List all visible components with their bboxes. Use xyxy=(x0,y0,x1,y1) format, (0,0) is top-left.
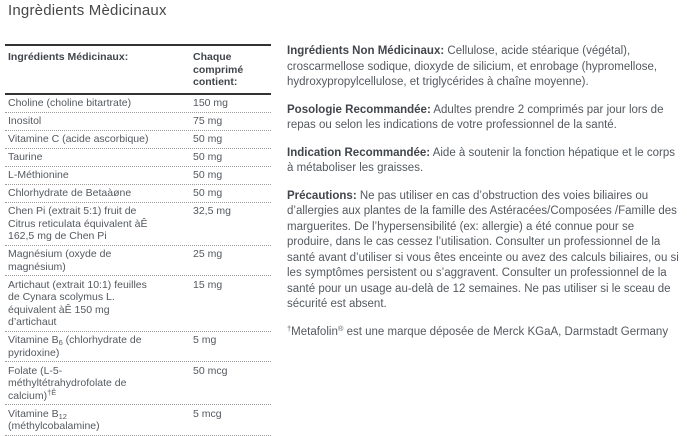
info-paragraph: †Metafolin® est une marque déposée de Merck KGaA, Darmstadt Germany xyxy=(287,323,669,338)
ingredient-name: L-Méthionine xyxy=(8,169,69,181)
ingredient-amount: 75 mg xyxy=(193,115,223,127)
column-header-per-tablet: Chaque comprimé contient: xyxy=(193,51,244,88)
ingredient-row xyxy=(5,203,271,246)
ingredient-name: Chen Pi (extrait 5:1) fruit de Citrus reticulata équivalent àÊ 162,5 mg de Chen Pi xyxy=(8,205,148,242)
ingredient-row xyxy=(5,185,271,203)
product-info-column xyxy=(287,44,681,352)
ingredient-amount: 50 mg xyxy=(193,151,223,163)
ingredient-name: Taurine xyxy=(8,151,43,163)
ingredient-amount: 50 mg xyxy=(193,169,223,181)
info-paragraph: Précautions: Ne pas utiliser en cas d’obstruction des voies biliaires ou d’allergies aux plantes de la famille des Astéracées/Composées /Famille des marguerites. De l’hypersensibilité (ex: allergie) a été connue pour se produire, dans le cas cessez l’utilisation. Consulter un professionnel de la santé avant d’utiliser si vous êtes enceinte ou avez des calculs biliaires, ou si les symptômes persistent ou s’aggravent. Consulter un professionnel de la santé pour un usage au-delà de 12 semaines. Ne pas utiliser si le sceau de sécurité est absent. xyxy=(287,189,679,310)
column-header-ingredients: Ingrédients Médicinaux: xyxy=(8,51,129,63)
info-paragraph: Posologie Recommandée: Adultes prendre 2 comprimés par jour lors de repas ou selon les indications de votre professionnel de la santé. xyxy=(287,103,664,131)
ingredient-amount: 50 mg xyxy=(193,187,223,199)
ingredient-row xyxy=(5,246,271,277)
ingredient-row xyxy=(5,332,271,363)
ingredient-row xyxy=(5,405,271,436)
ingredient-amount: 50 mcg xyxy=(193,364,228,377)
ingredient-name: Folate (L-5- méthyltétrahydrofolate de calcium)$^{\dagger Ê}$ xyxy=(8,364,127,402)
ingredient-amount: 50 mg xyxy=(193,133,223,145)
ingredient-amount: 5 mg xyxy=(193,334,217,346)
ingredient-row xyxy=(5,95,271,113)
ingredient-name: Chlorhydrate de Betaàøne xyxy=(8,187,132,199)
ingredient-name: Inositol xyxy=(8,115,42,127)
info-paragraph: Indication Recommandée: Aide à soutenir la fonction hépatique et le corps à métaboliser les graisses. xyxy=(287,146,675,174)
ingredient-amount: 5 mcg xyxy=(193,407,222,420)
ingredient-name: Choline (choline bitartrate) xyxy=(8,97,132,109)
info-paragraph: Ingrédients Non Médicinaux: Cellulose, acide stéarique (végétal), croscarmellose sodique, dioxyde de silicium, et enrobage (hypromellose, hydroxypropylcellulose, et triglycérides à chaîne moyenne). xyxy=(287,45,658,88)
ingredient-amount: 25 mg xyxy=(193,248,223,260)
ingredient-row xyxy=(5,362,271,405)
ingredient-name: Vitamine $B_6$ (chlorhydrate de pyridoxine) xyxy=(8,334,142,359)
ingredient-amount: 32,5 mg xyxy=(193,205,231,217)
table-header-row xyxy=(5,46,271,95)
page-title: Ingrèdients Mèdicinaux xyxy=(8,2,167,19)
ingredient-row xyxy=(5,149,271,167)
ingredient-row xyxy=(5,113,271,131)
ingredient-amount: 15 mg xyxy=(193,278,223,291)
table-body xyxy=(5,95,271,436)
ingredient-name: Vitamine $B_{12}$ (méthylcobalamine) xyxy=(8,407,100,432)
ingredient-amount: 150 mg xyxy=(193,97,229,109)
ingredient-name: Magnésium (oxyde de magnésium) xyxy=(8,248,112,273)
ingredient-name: Vitamine C (acide ascorbique) xyxy=(8,133,149,145)
ingredient-row xyxy=(5,167,271,185)
ingredient-name: Artichaut (extrait 10:1) feuilles de Cynara scolymus L. équivalent àÊ 150 mg d’artichaut xyxy=(8,278,147,328)
medicinal-ingredients-table xyxy=(5,44,271,436)
ingredient-row xyxy=(5,276,271,332)
ingredient-row xyxy=(5,131,271,149)
